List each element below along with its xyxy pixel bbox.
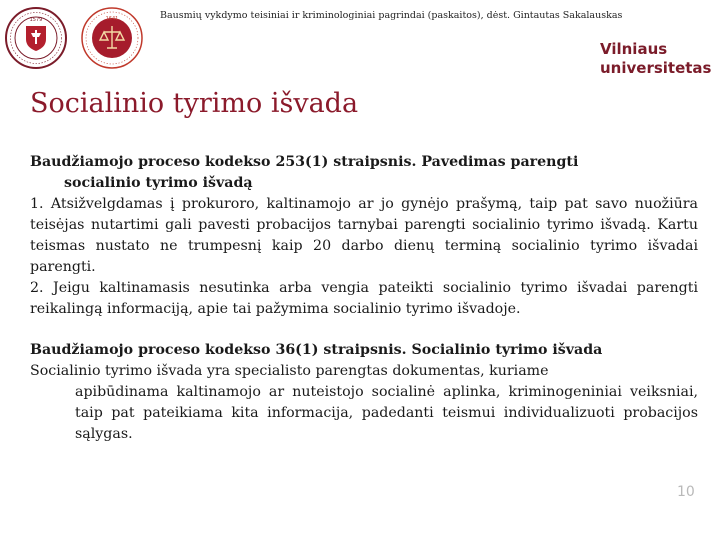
section1-paragraph-1: 1. Atsižvelgdamas į prokuroro, kaltinamojo ar jo gynėjo prašymą, taip pat savo nuožiūra teisėjas nutartimi gali pavesti probacijos tarnybai parengti socialinio tyrimo išvadą. Kartu teismas nustato ne trumpesnį kaip 20 darbo dienų terminą socialinio tyrimo išvadai parengti. — [30, 196, 698, 275]
section1-heading-line2: socialinio tyrimo išvadą — [64, 175, 253, 191]
university-seal-icon — [4, 6, 68, 70]
faculty-seal-icon — [80, 6, 144, 70]
slide-body — [30, 152, 698, 445]
seal-year: 1579 — [29, 17, 43, 23]
section1-heading-line1: Baudžiamojo proceso kodekso 253(1) straipsnis. Pavedimas parengti — [30, 154, 579, 170]
slide-title: Socialinio tyrimo išvada — [30, 88, 359, 119]
vilnius-university-logo — [600, 40, 711, 78]
logo-line-2: universitetas — [600, 59, 712, 77]
section2-paragraph-rest: apibūdinama kaltinamojo ar nuteistojo socialinė aplinka, kriminogeniniai veiksniai, taip pat pateikiama kita informacija, padedanti teismui individualizuoti probacijos sąlygas. — [75, 384, 698, 442]
logo-line-1: Vilniaus — [600, 40, 668, 58]
section1-paragraph-2: 2. Jeigu kaltinamasis nesutinka arba vengia pateikti socialinio tyrimo išvadai parengti reikalingą informaciją, apie tai pažymima socialinio tyrimo išvadoje. — [30, 280, 698, 317]
section2-paragraph-line1: Socialinio tyrimo išvada yra specialisto parengtas dokumentas, kuriame — [30, 363, 549, 379]
page-number: 10 — [677, 484, 695, 500]
section2-heading: Baudžiamojo proceso kodekso 36(1) straipsnis. Socialinio tyrimo išvada — [30, 342, 603, 358]
seal-year: 1641 — [105, 16, 119, 22]
header-subtitle: Bausmių vykdymo teisiniai ir kriminologiniai pagrindai (paskaitos), dėst. Gintautas Sakalauskas — [160, 10, 623, 21]
spacer — [30, 320, 698, 340]
